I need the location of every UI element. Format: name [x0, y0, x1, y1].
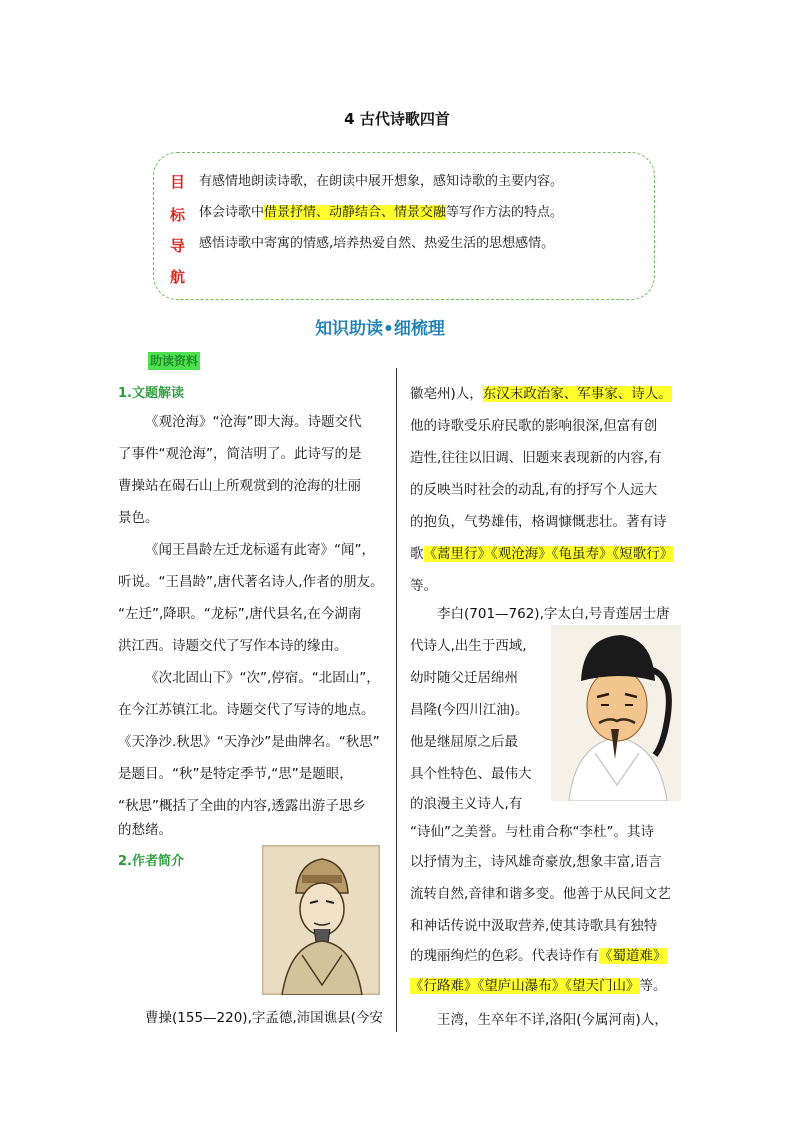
- text-highlight: 《行路难》《望庐山瀑布》《望天门山》: [410, 978, 640, 994]
- text-line: 的浪漫主义诗人,有: [410, 796, 523, 812]
- text-line: 了事件“观沧海”，简洁明了。此诗写的是: [118, 446, 362, 462]
- goal-side-char-2: 标: [170, 206, 186, 224]
- text-line: 在今江苏镇江北。诗题交代了写诗的地点。: [118, 702, 375, 718]
- text-line: 《次北固山下》“次”,停宿。“北固山”，: [145, 670, 380, 686]
- goal-line-2: 体会诗歌中借景抒情、动静结合、情景交融等写作方法的特点。: [199, 205, 564, 220]
- text-line: 是题目。“秋”是特定季节,“思”是题眼，: [118, 766, 353, 782]
- text-line: “诗仙”之美誉。与杜甫合称“李杜”。其诗: [410, 824, 654, 840]
- text-line: 《观沧海》“沧海”即大海。诗题交代: [145, 414, 362, 430]
- text-line: 王湾，生卒年不详,洛阳(今属河南)人，: [437, 1012, 668, 1028]
- goal-side-char-3: 导: [170, 237, 186, 255]
- text-line: 歌《蒿里行》《观沧海》《龟虽寿》《短歌行》: [410, 546, 674, 562]
- reading-material-tag: 助读资料: [150, 354, 199, 368]
- subheading-title-interpretation: 1.文题解读: [118, 386, 184, 401]
- li-bai-portrait: [551, 625, 681, 801]
- text-line: 具个性特色、最伟大: [410, 766, 532, 782]
- section-title: 知识助读•细梳理: [315, 319, 445, 339]
- text-highlight: 《蜀道难》: [599, 948, 667, 964]
- text-line: 造性,往往以旧调、旧题来表现新的内容,有: [410, 450, 662, 466]
- text-line: 洪江西。诗题交代了写作本诗的缘由。: [118, 638, 348, 654]
- column-divider: [396, 368, 397, 1032]
- text-line: 的愁绪。: [118, 822, 172, 838]
- text-line: 李白(701—762),字太白,号青莲居士唐: [437, 606, 670, 622]
- text-line: 《行路难》《望庐山瀑布》《望天门山》等。: [410, 978, 667, 994]
- text-line: “左迁”,降职。“龙标”,唐代县名,在今湖南: [118, 606, 362, 622]
- text-highlight: 东汉末政治家、军事家、诗人。: [482, 386, 672, 402]
- goal-side-char-1: 目: [170, 173, 186, 191]
- text-line: 的瑰丽绚烂的色彩。代表诗作有《蜀道难》: [410, 948, 667, 964]
- goal-line-1: 有感情地朗读诗歌，在朗读中展开想象，感知诗歌的主要内容。: [199, 174, 564, 189]
- cao-cao-portrait: [262, 845, 380, 995]
- text-line: 代诗人,出生于西域,: [410, 638, 527, 654]
- goal-side-char-4: 航: [170, 268, 186, 286]
- goal-highlight: 借景抒情、动静结合、情景交融: [264, 205, 447, 220]
- text-line: 《天净沙.秋思》“天净沙”是曲牌名。“秋思”: [118, 734, 380, 750]
- text-line: 流转自然,音律和谐多变。他善于从民间文艺: [410, 886, 671, 902]
- text-line: 景色。: [118, 510, 159, 526]
- text-line: 他的诗歌受乐府民歌的影响很深,但富有创: [410, 418, 658, 434]
- text-line: “秋思”概括了全曲的内容,透露出游子思乡: [118, 798, 366, 814]
- text-line: 的抱负，气势雄伟，格调慷慨悲壮。著有诗: [410, 514, 667, 530]
- text-line: 曹操站在碣石山上所观赏到的沧海的壮丽: [118, 478, 361, 494]
- text-line: 的反映当时社会的动乱,有的抒写个人远大: [410, 482, 658, 498]
- page-title: 4 古代诗歌四首: [344, 110, 450, 128]
- text-line: 幼时随父迁居绵州: [410, 670, 518, 686]
- text-highlight: 《蒿里行》《观沧海》《龟虽寿》《短歌行》: [423, 546, 674, 562]
- goal-line-3: 感悟诗歌中寄寓的情感,培养热爱自然、热爱生活的思想感情。: [199, 236, 555, 251]
- text-line: 听说。“王昌龄”,唐代著名诗人,作者的朋友。: [118, 574, 384, 590]
- text-line: 曹操(155—220),字孟德,沛国谯县(今安: [145, 1010, 383, 1026]
- text-line: 以抒情为主，诗风雄奇豪放,想象丰富,语言: [410, 854, 662, 870]
- text-line: 和神话传说中汲取营养,使其诗歌具有独特: [410, 918, 658, 934]
- text-line: 等。: [410, 578, 437, 594]
- text-line: 《闻王昌龄左迁龙标遥有此寄》“闻”，: [145, 542, 375, 558]
- text-line: 昌隆(今四川江油)。: [410, 702, 529, 718]
- text-line: 徽亳州)人，东汉末政治家、军事家、诗人。: [410, 386, 672, 402]
- subheading-author-intro: 2.作者简介: [118, 854, 184, 869]
- text-line: 他是继屈原之后最: [410, 734, 518, 750]
